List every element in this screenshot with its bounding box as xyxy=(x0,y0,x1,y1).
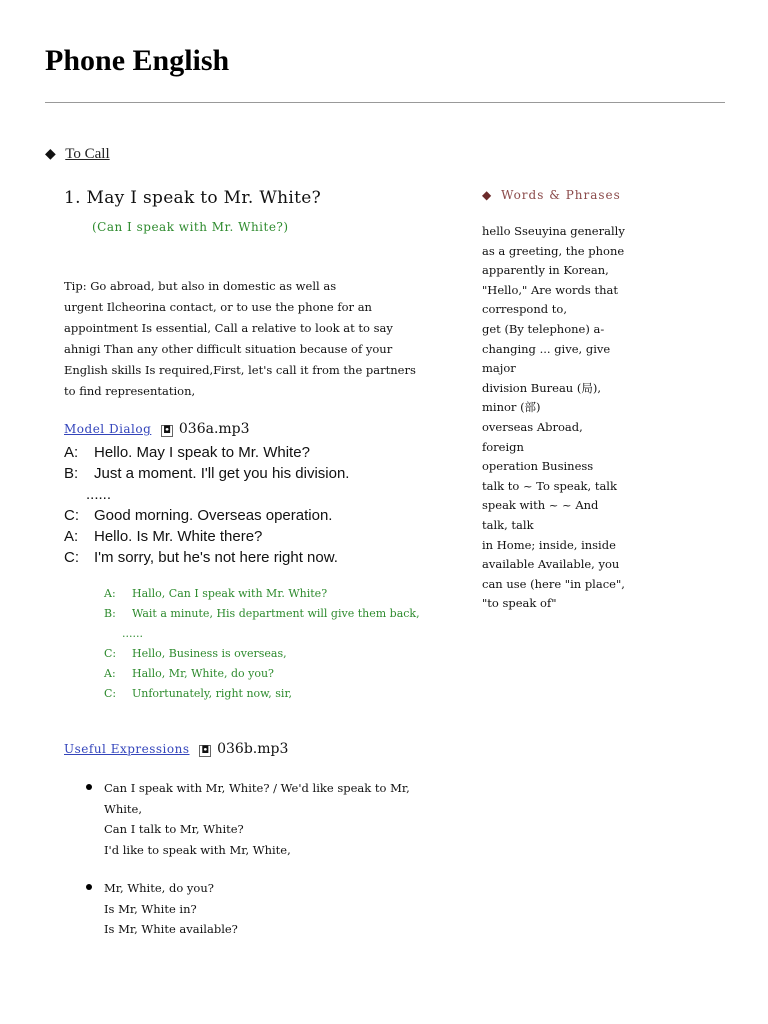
glossary-line: can use (here "in place", xyxy=(482,576,625,591)
glossary-line: correspond to, xyxy=(482,302,567,317)
expression-line: Can I talk to Mr, White? xyxy=(104,822,244,836)
lesson-alternative: (Can I speak with Mr. White?) xyxy=(92,220,289,234)
dialog-line: A: Hello. Is Mr. White there? xyxy=(64,528,263,545)
glossary-line: major xyxy=(482,361,516,376)
model-dialog-row xyxy=(64,421,250,437)
expression-line: White, xyxy=(104,801,142,816)
dialog-line: C: I'm sorry, but he's not here right now. xyxy=(64,549,338,566)
glossary-line: in Home; inside, inside xyxy=(482,537,616,552)
tip-line: urgent Ilcheorina contact, or to use the phone for an xyxy=(64,300,372,314)
page-title: Phone English xyxy=(45,44,230,77)
glossary-line: as a greeting, the phone xyxy=(482,243,625,258)
lesson-heading: 1. May I speak to Mr. White? xyxy=(64,188,322,208)
glossary-line: "to speak of" xyxy=(482,596,557,611)
glossary-line: talk, talk xyxy=(482,517,534,532)
expression-line: Can I speak with Mr, White? / We'd like speak to Mr, xyxy=(104,781,410,795)
glossary-line: division Bureau (局), xyxy=(482,380,601,395)
glossary-line: talk to ~ To speak, talk xyxy=(482,478,617,493)
translation-line: ...... xyxy=(122,627,143,640)
glossary-line: overseas Abroad, xyxy=(482,419,583,434)
glossary-line: available Available, you xyxy=(482,557,620,572)
to-call-link[interactable]: To Call xyxy=(65,146,110,162)
glossary-line: apparently in Korean, xyxy=(482,263,609,278)
expression-line: Is Mr, White in? xyxy=(104,901,197,916)
words-phrases-sidebar xyxy=(482,188,652,614)
translation-line: A: Hallo, Can I speak with Mr. White? xyxy=(104,587,328,600)
list-item xyxy=(86,878,446,940)
tip-line: to find representation, xyxy=(64,384,196,398)
dialog-line: C: Good morning. Overseas operation. xyxy=(64,507,333,524)
tip-paragraph xyxy=(64,276,449,402)
dialog-line: A: Hello. May I speak to Mr. White? xyxy=(64,444,310,461)
expression-line: I'd like to speak with Mr, White, xyxy=(104,842,291,857)
glossary-line: changing ... give, give xyxy=(482,341,611,356)
audio-file-036b[interactable]: 036b.mp3 xyxy=(217,741,289,757)
glossary-line: operation Business xyxy=(482,459,594,474)
dialog-line: B: Just a moment. I'll get you his division. xyxy=(64,465,350,482)
bullet-dot-icon xyxy=(86,884,92,890)
glossary-line: hello Sseuyina generally xyxy=(482,224,625,238)
tip-line: English skills Is required,First, let's call it from the partners xyxy=(64,363,416,377)
translation-line: A: Hallo, Mr, White, do you? xyxy=(104,667,274,680)
model-dialog xyxy=(64,442,349,568)
tip-line: ahnigi Than any other difficult situation because of your xyxy=(64,342,393,356)
glossary-line: "Hello," Are words that xyxy=(482,282,618,297)
words-phrases-list xyxy=(482,222,652,614)
list-item xyxy=(86,778,446,860)
glossary-line: get (By telephone) a- xyxy=(482,321,605,336)
speaker-icon[interactable]: ◘ xyxy=(163,425,172,436)
words-phrases-heading: ◆ Words & Phrases xyxy=(482,188,621,202)
translation-line: C: Hello, Business is overseas, xyxy=(104,647,287,660)
diamond-bullet-icon: ◆ xyxy=(45,147,56,162)
model-dialog-link[interactable]: Model Dialog xyxy=(64,422,152,436)
bullet-dot-icon xyxy=(86,784,92,790)
expression-line: Mr, White, do you? xyxy=(104,881,214,895)
tip-line: Tip: Go abroad, but also in domestic as well as xyxy=(64,279,337,293)
glossary-line: speak with ~ ~ And xyxy=(482,498,599,513)
diamond-bullet-icon: ◆ xyxy=(482,188,493,202)
translation-line: B: Wait a minute, His department will give them back, xyxy=(104,607,420,620)
tip-line: appointment Is essential, Call a relative to look at to say xyxy=(64,321,393,335)
dialog-translation xyxy=(104,584,420,704)
translation-line: C: Unfortunately, right now, sir, xyxy=(104,687,292,700)
title-divider xyxy=(45,102,725,103)
speaker-icon[interactable]: ◘ xyxy=(201,745,210,756)
section-to-call xyxy=(45,146,110,163)
glossary-line: minor (部) xyxy=(482,400,541,415)
useful-expressions-list xyxy=(86,778,446,958)
useful-expressions-row xyxy=(64,741,288,757)
expression-line: Is Mr, White available? xyxy=(104,922,238,936)
audio-file-036a[interactable]: 036a.mp3 xyxy=(178,421,250,437)
dialog-line: ...... xyxy=(86,486,112,503)
glossary-line: foreign xyxy=(482,439,524,454)
useful-expressions-link[interactable]: Useful Expressions xyxy=(64,742,190,756)
